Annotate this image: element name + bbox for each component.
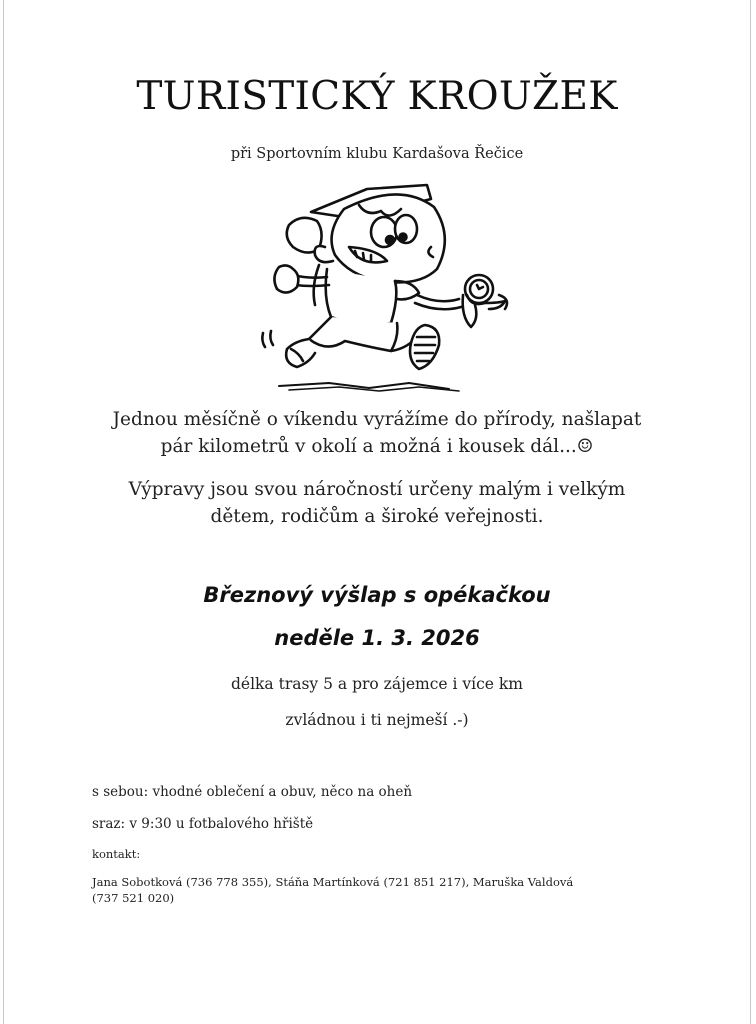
event-title: Březnový výšlap s opékačkou — [203, 583, 551, 607]
intro-paragraph-1-line-1: Jednou měsíčně o víkendu vyrážíme do přírody, našlapat — [112, 409, 642, 430]
route-note: zvládnou i ti nejmeší .-) — [285, 711, 469, 729]
event-date: neděle 1. 3. 2026 — [274, 626, 480, 650]
contact-list — [92, 874, 632, 906]
route-length: délka trasy 5 a pro zájemce i více km — [230, 675, 523, 693]
contact-list-line-2: (737 521 020) — [92, 891, 175, 905]
intro-paragraph-1-line-2: pár kilometrů v okolí a možná i kousek dál...☺ — [160, 436, 594, 457]
running-kid-illustration — [249, 177, 519, 397]
page-title: TURISTICKÝ KROUŽEK — [136, 74, 618, 119]
meeting-point: sraz: v 9:30 u fotbalového hřiště — [92, 816, 314, 832]
intro-paragraph-2-line-2: dětem, rodičům a široké veřejnosti. — [210, 506, 544, 527]
what-to-bring: s sebou: vhodné oblečení a obuv, něco na oheň — [92, 784, 413, 800]
document-page — [3, 0, 751, 1024]
intro-paragraph-1 — [4, 406, 750, 460]
intro-paragraph-2-line-1: Výpravy jsou svou náročností určeny malým i velkým — [128, 479, 626, 500]
contact-list-line-1: Jana Sobotková (736 778 355), Stáňa Martínková (721 851 217), Maruška Valdová — [92, 875, 574, 889]
page-subtitle: při Sportovním klubu Kardašova Řečice — [230, 146, 524, 162]
intro-paragraph-2 — [4, 476, 750, 530]
contact-label: kontakt: — [92, 847, 141, 861]
